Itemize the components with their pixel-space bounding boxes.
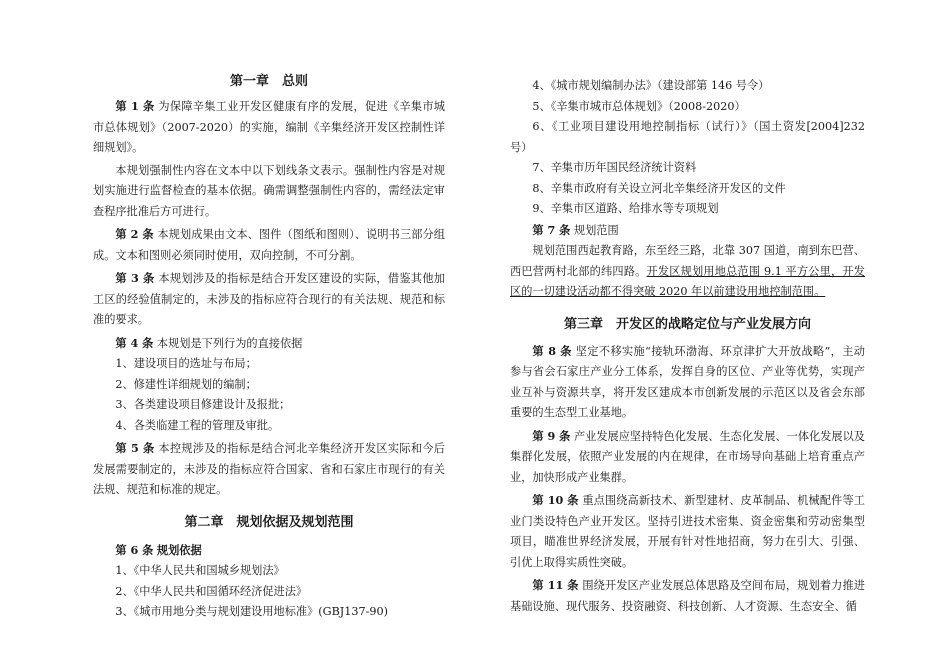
list-item: 9、辛集市区道路、给排水等专项规划	[532, 202, 719, 215]
list-item: 1、《中华人民共和国城乡规划法》	[115, 564, 285, 577]
article-11	[510, 575, 865, 617]
chapter-1-title: 第一章 总则	[229, 74, 308, 89]
article-text: 本规划是下列行为的直接依据	[156, 336, 303, 350]
article-10	[510, 490, 865, 573]
article-number: 第 2 条	[115, 227, 154, 241]
article-2	[93, 224, 445, 266]
article-number: 第 5 条	[115, 441, 155, 455]
article-number: 第 6 条	[115, 542, 154, 557]
article-5	[93, 438, 445, 501]
list-item: 5、《辛集市城市总体规划》（2008-2020）	[532, 99, 746, 113]
article-text: 重点围绕高新技术、新型建材、皮革制品、机械配件等工业门类设特色产业开发区。坚持引进技术密集、资金密集和劳动密集型项目，瞄准世界经济发展，开展有针对性地招商，努力在引大、引强、引优上取得实质性突破。	[510, 494, 865, 569]
article-text: 围绕开发区产业发展总体思路及空间布局，规划着力推进基础设施、现代服务、投资融资、科技创新、人才资源、生态安全、循	[510, 579, 865, 613]
article-6	[93, 540, 445, 562]
list-item: 1、建设项目的选址与布局；	[115, 357, 257, 370]
list-item: 4、各类临建工程的管理及审批。	[115, 418, 280, 432]
chapter-3-title: 第三章 开发区的战略定位与产业发展方向	[563, 316, 811, 332]
list-item: 2、修建性详细规划的编制；	[115, 377, 257, 391]
article-text: 产业发展应坚持特色化发展、生态化发展、一体化发展以及集群化发展，依照产业发展的内在规律，在市场导向基础上培育重点产业，加快形成产业集群。	[510, 429, 865, 484]
list-item: 3、各类建设项目修建设计及报批；	[115, 398, 291, 411]
article-number: 第 3 条	[115, 271, 155, 285]
article-text: 本规划涉及的指标是结合开发区建设的实际，借鉴其他加工区的经验值制定的，未涉及的指标应符合现行的有关法规、规范和标准的要求。	[93, 272, 445, 326]
article-3	[93, 268, 445, 331]
list-item: 7、辛集市历年国民经济统计资料	[532, 161, 697, 174]
list-item: 6、《工业项目建设用地控制指标（试行）》（国土资发[2004]232号）	[510, 120, 865, 154]
article-text: 本规划成果由文本、图件（图纸和图则）、说明书三部分组成。文本和图则必须同时使用，双向控制，不可分割。	[93, 228, 445, 262]
article-number: 第 10 条	[532, 493, 579, 507]
article-text: 为保障辛集工业开发区健康有序的发展，促进《辛集市城市总体规划》（2007-2020）的实施，编制《辛集经济开发区控制性详细规划》。	[93, 100, 445, 154]
scope-text	[510, 241, 865, 303]
article-4	[93, 333, 445, 355]
article-number: 第 4 条	[115, 335, 154, 350]
mandatory-scope: 开发区规划用地总范围 9.1 平方公里，开发区的一切建设活动都不得突破 2020 年以前建设用地控制范围。	[510, 264, 865, 298]
article-number: 第 7 条	[532, 222, 571, 237]
article-number: 第 9 条	[532, 428, 571, 443]
left-column	[93, 0, 445, 623]
article-number: 第 8 条	[532, 343, 572, 358]
chapter-2-title: 第二章 规划依据及规划范围	[184, 514, 354, 530]
article-text: 坚定不移实施“接轨环渤海、环京津扩大开放战略”，主动参与省会石家庄产业分工体系，发挥自身的区位、产业等优势，实现产业互补与资源共享，将开发区建成本市创新发展的示范区以及省会东部重要的生态型工业基地。	[510, 344, 865, 419]
article-9	[510, 426, 865, 489]
list-item: 4、《城市规划编制办法》（建设部第 146 号令）	[532, 79, 770, 92]
list-item: 2、《中华人民共和国循环经济促进法》	[115, 584, 308, 598]
article-text: 规划范围	[573, 223, 619, 237]
article-number: 第 1 条	[115, 99, 155, 113]
article-7	[510, 220, 865, 242]
list-item: 3、《城市用地分类与规划建设用地标准》(GBJ137-90)	[115, 605, 389, 618]
article-number: 第 11 条	[532, 578, 579, 592]
article-1	[93, 96, 445, 159]
mandatory-note: 本规划强制性内容在文本中以下划线条文表示。强制性内容是对规划实施进行监督检查的基本依据。确需调整强制性内容的，需经法定审查程序批准后方可进行。	[93, 163, 445, 218]
list-item: 8、辛集市政府有关设立河北辛集经济开发区的文件	[532, 181, 786, 195]
article-text: 规划依据	[156, 542, 202, 557]
right-column	[510, 0, 865, 617]
article-8	[510, 341, 865, 424]
scope-boundary: 规划范围西起教育路，东至经三路，北靠 307 国道，南到东巴营、西巴营两村北部的纬四路。	[510, 244, 865, 278]
article-text: 本控规涉及的指标是结合河北辛集经济开发区实际和今后发展需要制定的，未涉及的指标应符合国家、省和石家庄市现行的有关法规、规范和标准的规定。	[93, 442, 445, 496]
